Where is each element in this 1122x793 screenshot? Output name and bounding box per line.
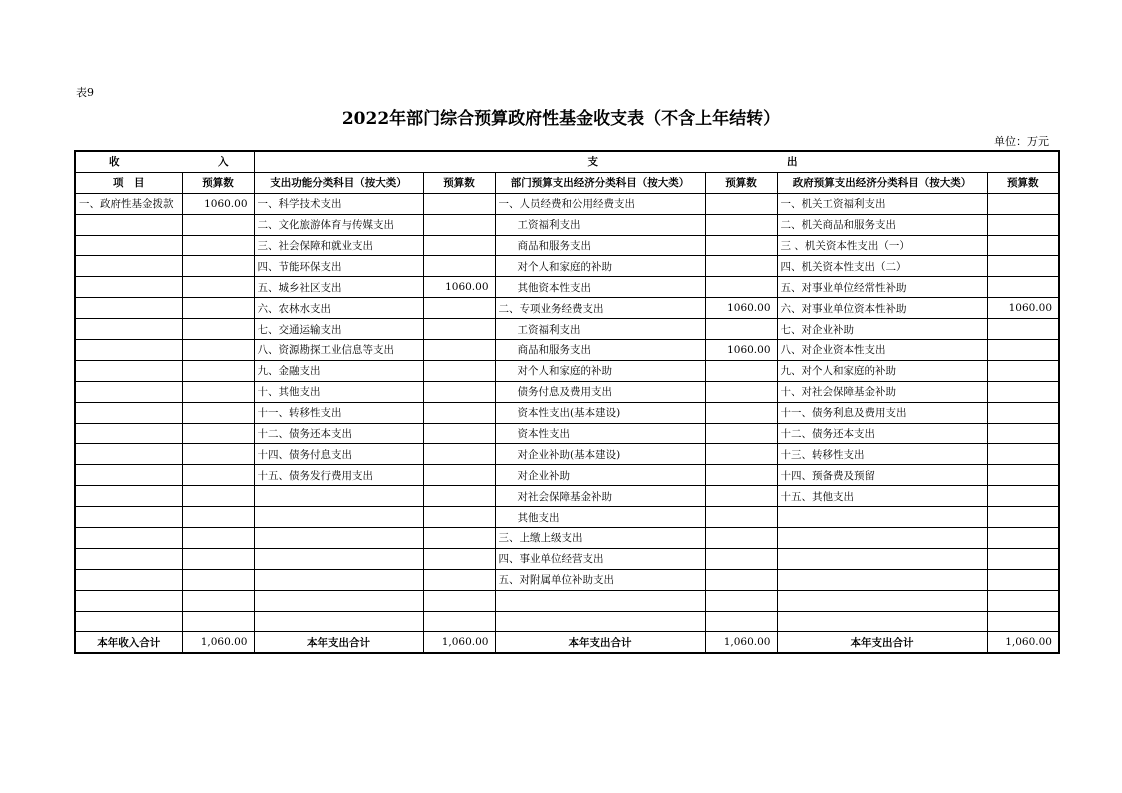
table-cell bbox=[75, 423, 182, 444]
table-cell: 十一、债务利息及费用支出 bbox=[777, 402, 987, 423]
table-cell: 九、对个人和家庭的补助 bbox=[777, 360, 987, 381]
table-cell bbox=[182, 235, 254, 256]
table-cell bbox=[423, 528, 495, 549]
table-cell bbox=[987, 235, 1059, 256]
table-cell bbox=[423, 193, 495, 214]
table-cell: 十、对社会保障基金补助 bbox=[777, 381, 987, 402]
table-cell bbox=[75, 277, 182, 298]
table-row bbox=[75, 235, 1059, 256]
table-row bbox=[75, 193, 1059, 214]
table-cell: 对企业补助(基本建设) bbox=[495, 444, 705, 465]
table-cell bbox=[987, 319, 1059, 340]
income-section-header: 收 入 bbox=[75, 151, 254, 172]
table-cell bbox=[75, 340, 182, 361]
table-cell: 一、科学技术支出 bbox=[254, 193, 423, 214]
table-cell bbox=[182, 256, 254, 277]
column-header: 支出功能分类科目（按大类） bbox=[254, 172, 423, 193]
table-cell: 对个人和家庭的补助 bbox=[495, 360, 705, 381]
table-cell bbox=[254, 611, 423, 632]
table-cell bbox=[254, 486, 423, 507]
table-cell: 一、人员经费和公用经费支出 bbox=[495, 193, 705, 214]
table-cell bbox=[705, 214, 777, 235]
table-cell bbox=[423, 548, 495, 569]
column-header: 预算数 bbox=[705, 172, 777, 193]
table-cell bbox=[423, 569, 495, 590]
table-cell bbox=[75, 465, 182, 486]
table-cell bbox=[987, 423, 1059, 444]
table-cell: 十五、其他支出 bbox=[777, 486, 987, 507]
table-cell bbox=[987, 611, 1059, 632]
table-cell bbox=[987, 590, 1059, 611]
table-row bbox=[75, 381, 1059, 402]
table-row bbox=[75, 256, 1059, 277]
table-cell bbox=[182, 590, 254, 611]
table-cell bbox=[254, 528, 423, 549]
table-cell: 工资福利支出 bbox=[495, 214, 705, 235]
table-cell bbox=[987, 277, 1059, 298]
table-cell bbox=[423, 611, 495, 632]
table-row bbox=[75, 319, 1059, 340]
table-cell bbox=[987, 486, 1059, 507]
table-cell bbox=[423, 298, 495, 319]
section-header-row bbox=[75, 151, 1059, 172]
table-cell bbox=[705, 360, 777, 381]
table-cell bbox=[987, 528, 1059, 549]
table-cell: 十四、预备费及预留 bbox=[777, 465, 987, 486]
column-header: 预算数 bbox=[987, 172, 1059, 193]
table-cell bbox=[777, 548, 987, 569]
table-cell: 十二、债务还本支出 bbox=[254, 423, 423, 444]
table-cell bbox=[423, 402, 495, 423]
table-cell: 五、对事业单位经常性补助 bbox=[777, 277, 987, 298]
table-cell bbox=[705, 528, 777, 549]
table-cell bbox=[987, 360, 1059, 381]
table-row bbox=[75, 548, 1059, 569]
table-row bbox=[75, 423, 1059, 444]
table-cell: 十一、转移性支出 bbox=[254, 402, 423, 423]
table-cell bbox=[182, 319, 254, 340]
table-cell bbox=[705, 256, 777, 277]
table-cell bbox=[987, 569, 1059, 590]
table-cell bbox=[182, 340, 254, 361]
table-cell: 七、交通运输支出 bbox=[254, 319, 423, 340]
total-label: 本年支出合计 bbox=[777, 632, 987, 653]
table-cell bbox=[705, 569, 777, 590]
table-cell bbox=[705, 548, 777, 569]
table-cell bbox=[423, 444, 495, 465]
table-cell bbox=[705, 423, 777, 444]
table-cell: 八、对企业资本性支出 bbox=[777, 340, 987, 361]
table-cell bbox=[182, 465, 254, 486]
table-row bbox=[75, 298, 1059, 319]
table-cell: 十四、债务付息支出 bbox=[254, 444, 423, 465]
column-header: 部门预算支出经济分类科目（按大类） bbox=[495, 172, 705, 193]
table-cell bbox=[987, 193, 1059, 214]
table-row bbox=[75, 360, 1059, 381]
table-cell bbox=[777, 569, 987, 590]
table-cell: 其他支出 bbox=[495, 507, 705, 528]
table-cell: 债务付息及费用支出 bbox=[495, 381, 705, 402]
table-row bbox=[75, 507, 1059, 528]
table-cell: 九、金融支出 bbox=[254, 360, 423, 381]
table-cell bbox=[75, 569, 182, 590]
table-cell bbox=[182, 298, 254, 319]
table-cell bbox=[495, 590, 705, 611]
totals-row bbox=[75, 632, 1059, 653]
table-cell: 对个人和家庭的补助 bbox=[495, 256, 705, 277]
table-cell bbox=[987, 214, 1059, 235]
table-cell bbox=[182, 402, 254, 423]
table-row bbox=[75, 277, 1059, 298]
table-cell: 1060.00 bbox=[423, 277, 495, 298]
table-cell: 五、对附属单位补助支出 bbox=[495, 569, 705, 590]
table-row bbox=[75, 569, 1059, 590]
budget-table bbox=[74, 150, 1060, 654]
total-value: 1,060.00 bbox=[987, 632, 1059, 653]
expense-section-header: 支 出 bbox=[254, 151, 1059, 172]
table-cell bbox=[777, 528, 987, 549]
table-cell bbox=[423, 486, 495, 507]
table-cell bbox=[75, 256, 182, 277]
table-cell: 商品和服务支出 bbox=[495, 235, 705, 256]
table-cell: 十、其他支出 bbox=[254, 381, 423, 402]
table-cell bbox=[423, 319, 495, 340]
table-cell: 十五、债务发行费用支出 bbox=[254, 465, 423, 486]
table-cell bbox=[705, 193, 777, 214]
column-header: 预算数 bbox=[423, 172, 495, 193]
table-cell bbox=[705, 507, 777, 528]
table-cell bbox=[777, 507, 987, 528]
table-cell bbox=[254, 590, 423, 611]
table-cell: 1060.00 bbox=[182, 193, 254, 214]
table-cell: 一、政府性基金拨款 bbox=[75, 193, 182, 214]
table-cell bbox=[182, 423, 254, 444]
table-row bbox=[75, 590, 1059, 611]
table-cell: 三 、机关资本性支出（一） bbox=[777, 235, 987, 256]
table-cell: 一、机关工资福利支出 bbox=[777, 193, 987, 214]
column-header: 政府预算支出经济分类科目（按大类） bbox=[777, 172, 987, 193]
table-cell bbox=[987, 548, 1059, 569]
table-cell: 其他资本性支出 bbox=[495, 277, 705, 298]
table-cell bbox=[423, 256, 495, 277]
table-cell: 六、农林水支出 bbox=[254, 298, 423, 319]
table-row bbox=[75, 465, 1059, 486]
table-cell bbox=[705, 402, 777, 423]
table-cell: 四、机关资本性支出（二） bbox=[777, 256, 987, 277]
table-row bbox=[75, 214, 1059, 235]
table-cell bbox=[254, 569, 423, 590]
total-value: 1,060.00 bbox=[182, 632, 254, 653]
column-header: 预算数 bbox=[182, 172, 254, 193]
table-cell bbox=[75, 214, 182, 235]
table-cell bbox=[75, 298, 182, 319]
table-cell bbox=[987, 465, 1059, 486]
table-cell bbox=[75, 611, 182, 632]
table-cell bbox=[182, 381, 254, 402]
table-cell: 1060.00 bbox=[987, 298, 1059, 319]
table-cell bbox=[423, 423, 495, 444]
table-cell bbox=[75, 486, 182, 507]
table-row bbox=[75, 444, 1059, 465]
table-cell bbox=[423, 214, 495, 235]
total-value: 1,060.00 bbox=[423, 632, 495, 653]
table-cell bbox=[182, 486, 254, 507]
table-cell: 1060.00 bbox=[705, 340, 777, 361]
table-row bbox=[75, 340, 1059, 361]
table-cell bbox=[423, 465, 495, 486]
table-cell bbox=[75, 381, 182, 402]
table-cell: 1060.00 bbox=[705, 298, 777, 319]
table-cell bbox=[182, 214, 254, 235]
table-cell bbox=[75, 319, 182, 340]
table-row bbox=[75, 486, 1059, 507]
table-cell: 七、对企业补助 bbox=[777, 319, 987, 340]
table-cell bbox=[777, 590, 987, 611]
table-row bbox=[75, 402, 1059, 423]
table-cell bbox=[777, 611, 987, 632]
column-header-row bbox=[75, 172, 1059, 193]
table-cell: 六、对事业单位资本性补助 bbox=[777, 298, 987, 319]
table-cell bbox=[705, 611, 777, 632]
table-cell: 三、上缴上级支出 bbox=[495, 528, 705, 549]
table-cell bbox=[423, 235, 495, 256]
table-cell: 工资福利支出 bbox=[495, 319, 705, 340]
table-cell bbox=[182, 548, 254, 569]
table-cell bbox=[705, 444, 777, 465]
table-cell: 八、资源勘探工业信息等支出 bbox=[254, 340, 423, 361]
table-cell bbox=[75, 548, 182, 569]
table-cell bbox=[705, 486, 777, 507]
table-cell: 二、机关商品和服务支出 bbox=[777, 214, 987, 235]
table-cell bbox=[705, 381, 777, 402]
table-cell: 商品和服务支出 bbox=[495, 340, 705, 361]
table-cell: 对社会保障基金补助 bbox=[495, 486, 705, 507]
table-cell bbox=[182, 444, 254, 465]
page-title: 2022年部门综合预算政府性基金收支表（不含上年结转） bbox=[341, 109, 781, 129]
table-cell: 十三、转移性支出 bbox=[777, 444, 987, 465]
table-cell: 资本性支出 bbox=[495, 423, 705, 444]
table-cell bbox=[705, 590, 777, 611]
table-cell bbox=[987, 444, 1059, 465]
table-cell: 二、文化旅游体育与传媒支出 bbox=[254, 214, 423, 235]
table-cell bbox=[705, 465, 777, 486]
table-cell bbox=[182, 569, 254, 590]
total-label: 本年支出合计 bbox=[254, 632, 423, 653]
table-cell bbox=[987, 507, 1059, 528]
table-cell bbox=[254, 507, 423, 528]
table-cell: 五、城乡社区支出 bbox=[254, 277, 423, 298]
table-cell bbox=[705, 277, 777, 298]
table-cell: 二、专项业务经费支出 bbox=[495, 298, 705, 319]
unit-label: 单位：万元 bbox=[994, 135, 1049, 148]
table-cell bbox=[254, 548, 423, 569]
total-label: 本年支出合计 bbox=[495, 632, 705, 653]
table-cell bbox=[182, 528, 254, 549]
table-cell bbox=[423, 507, 495, 528]
table-cell bbox=[182, 277, 254, 298]
table-cell bbox=[182, 360, 254, 381]
table-cell bbox=[987, 340, 1059, 361]
table-cell bbox=[705, 319, 777, 340]
table-cell bbox=[75, 507, 182, 528]
table-cell bbox=[987, 256, 1059, 277]
table-cell bbox=[423, 590, 495, 611]
table-cell bbox=[987, 402, 1059, 423]
table-cell bbox=[75, 360, 182, 381]
table-cell bbox=[182, 507, 254, 528]
table-row bbox=[75, 611, 1059, 632]
table-cell: 十二、债务还本支出 bbox=[777, 423, 987, 444]
column-header: 项 目 bbox=[75, 172, 182, 193]
table-cell bbox=[75, 235, 182, 256]
total-label: 本年收入合计 bbox=[75, 632, 182, 653]
table-cell bbox=[182, 611, 254, 632]
table-number: 表9 bbox=[76, 86, 94, 99]
table-cell bbox=[705, 235, 777, 256]
total-value: 1,060.00 bbox=[705, 632, 777, 653]
table-cell: 三、社会保障和就业支出 bbox=[254, 235, 423, 256]
table-cell bbox=[75, 528, 182, 549]
table-cell bbox=[423, 340, 495, 361]
table-cell bbox=[423, 360, 495, 381]
table-cell bbox=[987, 381, 1059, 402]
table-cell bbox=[75, 444, 182, 465]
table-cell bbox=[423, 381, 495, 402]
table-cell bbox=[495, 611, 705, 632]
table-cell: 对企业补助 bbox=[495, 465, 705, 486]
table-row bbox=[75, 528, 1059, 549]
table-cell: 四、事业单位经营支出 bbox=[495, 548, 705, 569]
table-cell: 资本性支出(基本建设) bbox=[495, 402, 705, 423]
table-cell: 四、节能环保支出 bbox=[254, 256, 423, 277]
table-cell bbox=[75, 402, 182, 423]
table-cell bbox=[75, 590, 182, 611]
